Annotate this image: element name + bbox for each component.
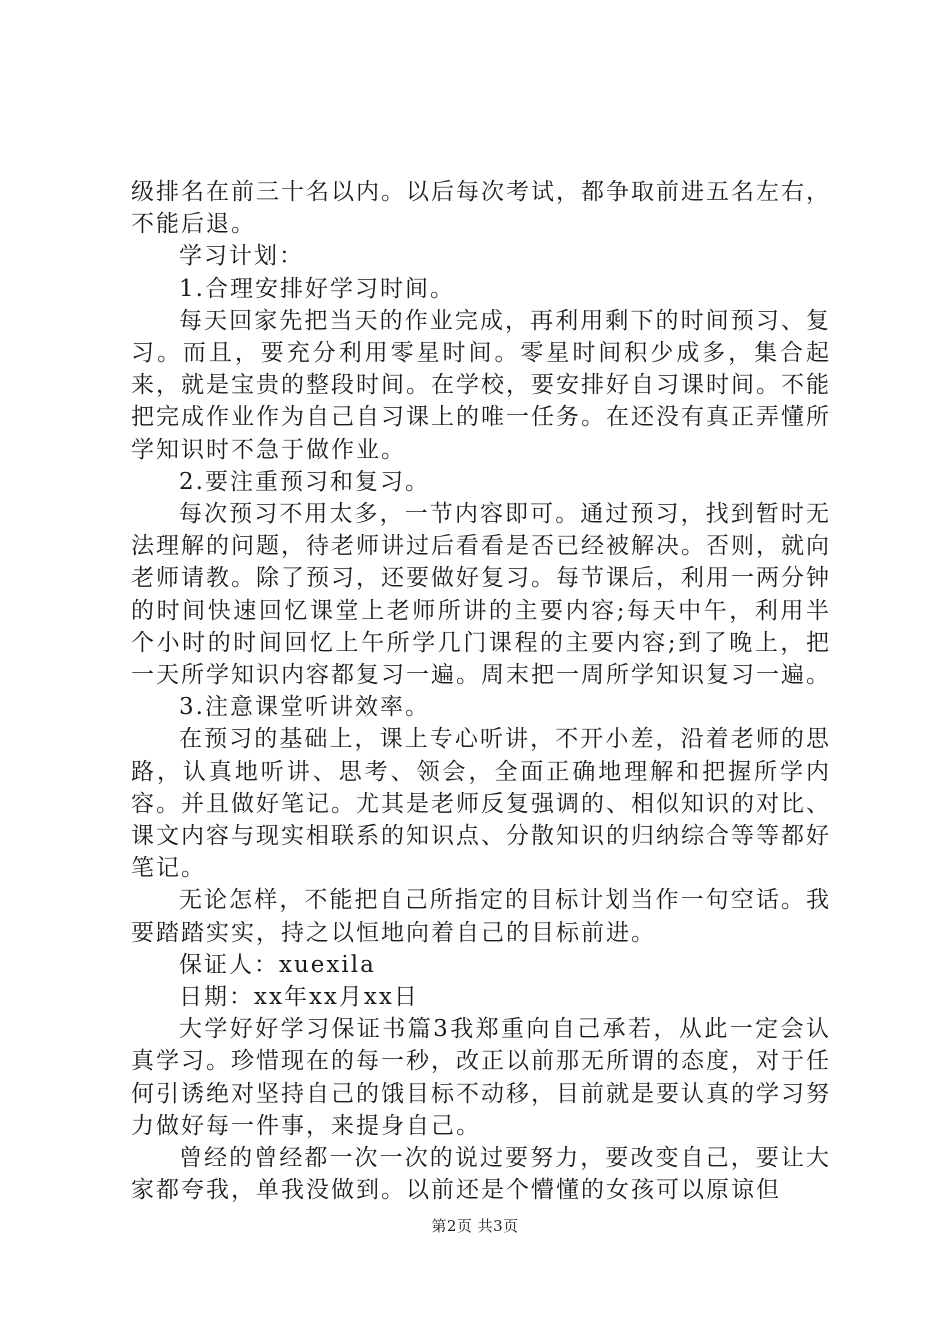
document-body bbox=[131, 176, 831, 1207]
paragraph-3: 每天回家先把当天的作业完成，再利用剩下的时间预习、复习。而且，要充分利用零星时间。零星时间积少成多，集合起来，就是宝贵的整段时间。在学校，要安排好自习课时间。不能把完成作业作为自己自习课上的唯一任务。在还没有真正弄懂所学知识时不急于做作业。 bbox=[131, 307, 831, 463]
paragraph-6: 3.注意课堂听讲效率。 bbox=[179, 694, 430, 721]
paragraph-5: 每次预习不用太多，一节内容即可。通过预习，找到暂时无法理解的问题，待老师讲过后看看是否已经被解决。否则，就向老师请教。除了预习，还要做好复习。每节课后，利用一两分钟的时间快速回忆课堂上老师所讲的主要内容;每天中午，利用半个小时的时间回忆上午所学几门课程的主要内容;到了晚上，把一天所学知识内容都复习一遍。周末把一周所学知识复习一遍。 bbox=[131, 501, 831, 689]
paragraph-4: 2.要注重预习和复习。 bbox=[179, 468, 430, 495]
paragraph-0: 级排名在前三十名以内。以后每次考试，都争取前进五名左右，不能后退。 bbox=[131, 179, 831, 238]
paragraph-1: 学习计划： bbox=[179, 243, 304, 270]
paragraph-8: 无论怎样，不能把自己所指定的目标计划当作一句空话。我要踏踏实实，持之以恒地向着自己的目标前进。 bbox=[131, 887, 831, 946]
paragraph-11: 大学好好学习保证书篇3我郑重向自己承若，从此一定会认真学习。珍惜现在的每一秒，改正以前那无所谓的态度，对于任何引诱绝对坚持自己的饿目标不动移，目前就是要认真的学习努力做好每一件事，来提身自己。 bbox=[131, 1016, 831, 1139]
paragraph-12: 曾经的曾经都一次一次的说过要努力，要改变自己，要让大家都夸我，单我没做到。以前还是个懵懂的女孩可以原谅但 bbox=[131, 1145, 831, 1204]
page-number-footer: 第2页 共3页 bbox=[431, 1217, 519, 1235]
paragraph-10: 日期：xx年xx月xx日 bbox=[179, 984, 419, 1011]
paragraph-2: 1.合理安排好学习时间。 bbox=[179, 275, 455, 302]
paragraph-7: 在预习的基础上，课上专心听讲，不开小差，沿着老师的思路，认真地听讲、思考、领会，全面正确地理解和把握所学内容。并且做好笔记。尤其是老师反复强调的、相似知识的对比、课文内容与现实相联系的知识点、分散知识的归纳综合等等都好笔记。 bbox=[131, 726, 831, 882]
paragraph-9: 保证人：xuexila bbox=[179, 951, 376, 978]
